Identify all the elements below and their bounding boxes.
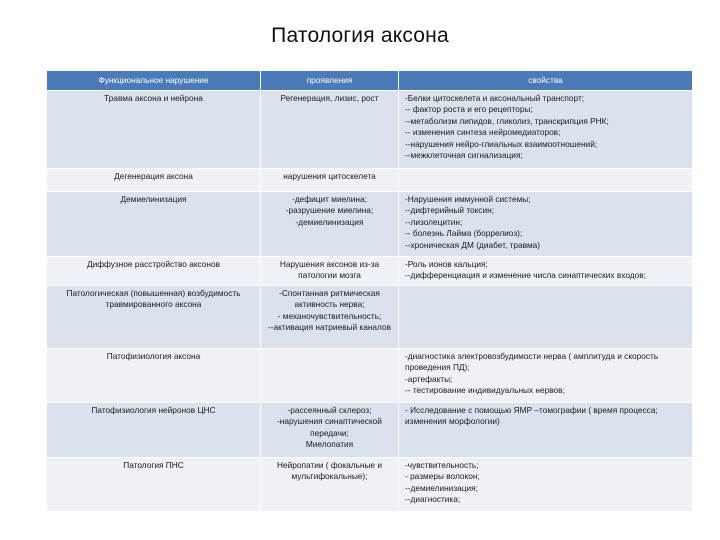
cell-text: Травма аксона и нейрона bbox=[104, 93, 203, 103]
slide-title: Патология аксона bbox=[271, 24, 449, 47]
cell-text: Регенерация, лизис, рост bbox=[280, 93, 379, 103]
cell-text: -Спонтанная ритмическая активность нерва; - механочувствительность; --активация натриевый каналов bbox=[268, 288, 391, 333]
cell-text: Дегенерация аксона bbox=[114, 171, 193, 181]
cell-disorder bbox=[47, 256, 261, 285]
cell-text: Нарушения аксонов из-за патологии мозга bbox=[279, 259, 380, 281]
cell-text: -Роль ионов кальция; --дифференциация и изменение числа синаптических входов; bbox=[405, 259, 646, 281]
cell-disorder bbox=[47, 90, 261, 168]
cell-text: нарушения цитоскелета bbox=[283, 171, 376, 181]
cell-text: Патофизиология аксона bbox=[106, 351, 201, 361]
cell-manifestation bbox=[261, 348, 399, 402]
table-row bbox=[47, 402, 693, 457]
cell-disorder bbox=[47, 285, 261, 348]
cell-text: -дефицит миелина; -разрушение миелина; -демиелинизация bbox=[285, 194, 374, 227]
cell-properties bbox=[399, 256, 693, 285]
cell-disorder bbox=[47, 402, 261, 457]
cell-text: -рассеянный склероз; -нарушения синаптической передачи; Миелопатия bbox=[277, 405, 382, 450]
cell-manifestation bbox=[261, 457, 399, 511]
cell-text: Нейропатии ( фокальные и мультифокальные); bbox=[277, 460, 382, 482]
cell-manifestation bbox=[261, 191, 399, 256]
cell-disorder bbox=[47, 348, 261, 402]
cell-manifestation bbox=[261, 90, 399, 168]
table-row bbox=[47, 168, 693, 191]
cell-text: -Белки цитоскелета и аксональный транспорт; -- фактор роста и его рецепторы; --метаболизм липидов, гликолиз, транскрипция РНК; -- изменения синтеза нейромедиаторов; --нарушения нейро-глиальных взаимоотношений; --межклеточная сигнализация; bbox=[405, 93, 609, 161]
cell-properties bbox=[399, 457, 693, 511]
header-functional-disorder: Функциональное нарушение bbox=[47, 71, 261, 90]
cell-properties bbox=[399, 191, 693, 256]
cell-disorder bbox=[47, 168, 261, 191]
cell-properties bbox=[399, 285, 693, 348]
table-row bbox=[47, 191, 693, 256]
cell-text: - Исследование с помощью ЯМР –томографии ( время процесса; изменения морфологии) bbox=[405, 405, 658, 427]
cell-properties bbox=[399, 168, 693, 191]
cell-manifestation bbox=[261, 168, 399, 191]
cell-disorder bbox=[47, 457, 261, 511]
cell-text: Демиелинизация bbox=[120, 194, 187, 204]
table-row bbox=[47, 256, 693, 285]
table-row bbox=[47, 285, 693, 348]
table-header-row bbox=[47, 71, 693, 90]
cell-text: Патологическая (повышенная) возбудимость травмированного аксона bbox=[66, 288, 241, 310]
cell-properties bbox=[399, 402, 693, 457]
cell-properties bbox=[399, 90, 693, 168]
cell-manifestation bbox=[261, 285, 399, 348]
cell-properties bbox=[399, 348, 693, 402]
cell-manifestation bbox=[261, 402, 399, 457]
cell-text: Патофизиология нейронов ЦНС bbox=[91, 405, 216, 415]
table-row bbox=[47, 457, 693, 511]
table-row bbox=[47, 348, 693, 402]
pathology-table bbox=[47, 71, 693, 511]
table-row bbox=[47, 90, 693, 168]
cell-text: -чувствительность; - размеры волокон; --демиелинизация; --диагностика; bbox=[405, 460, 480, 505]
header-properties: свойства bbox=[399, 71, 693, 90]
cell-text: -Нарушения иммунной системы; --дифтерийный токсин; --лизолецитин; -- болезнь Лайма (боррелиоз); --хроническая ДМ (диабет, травма) bbox=[405, 194, 541, 250]
header-manifestations: проявления bbox=[261, 71, 399, 90]
cell-text: Патология ПНС bbox=[123, 460, 184, 470]
cell-text: Диффузное расстройство аксонов bbox=[86, 259, 221, 269]
cell-manifestation bbox=[261, 256, 399, 285]
cell-text: -диагностика электровозбудимости нерва ( амплитуда и скорость проведения ПД); -артефакты; -- тестирование индивидуальных нервов; bbox=[405, 351, 659, 396]
cell-disorder bbox=[47, 191, 261, 256]
